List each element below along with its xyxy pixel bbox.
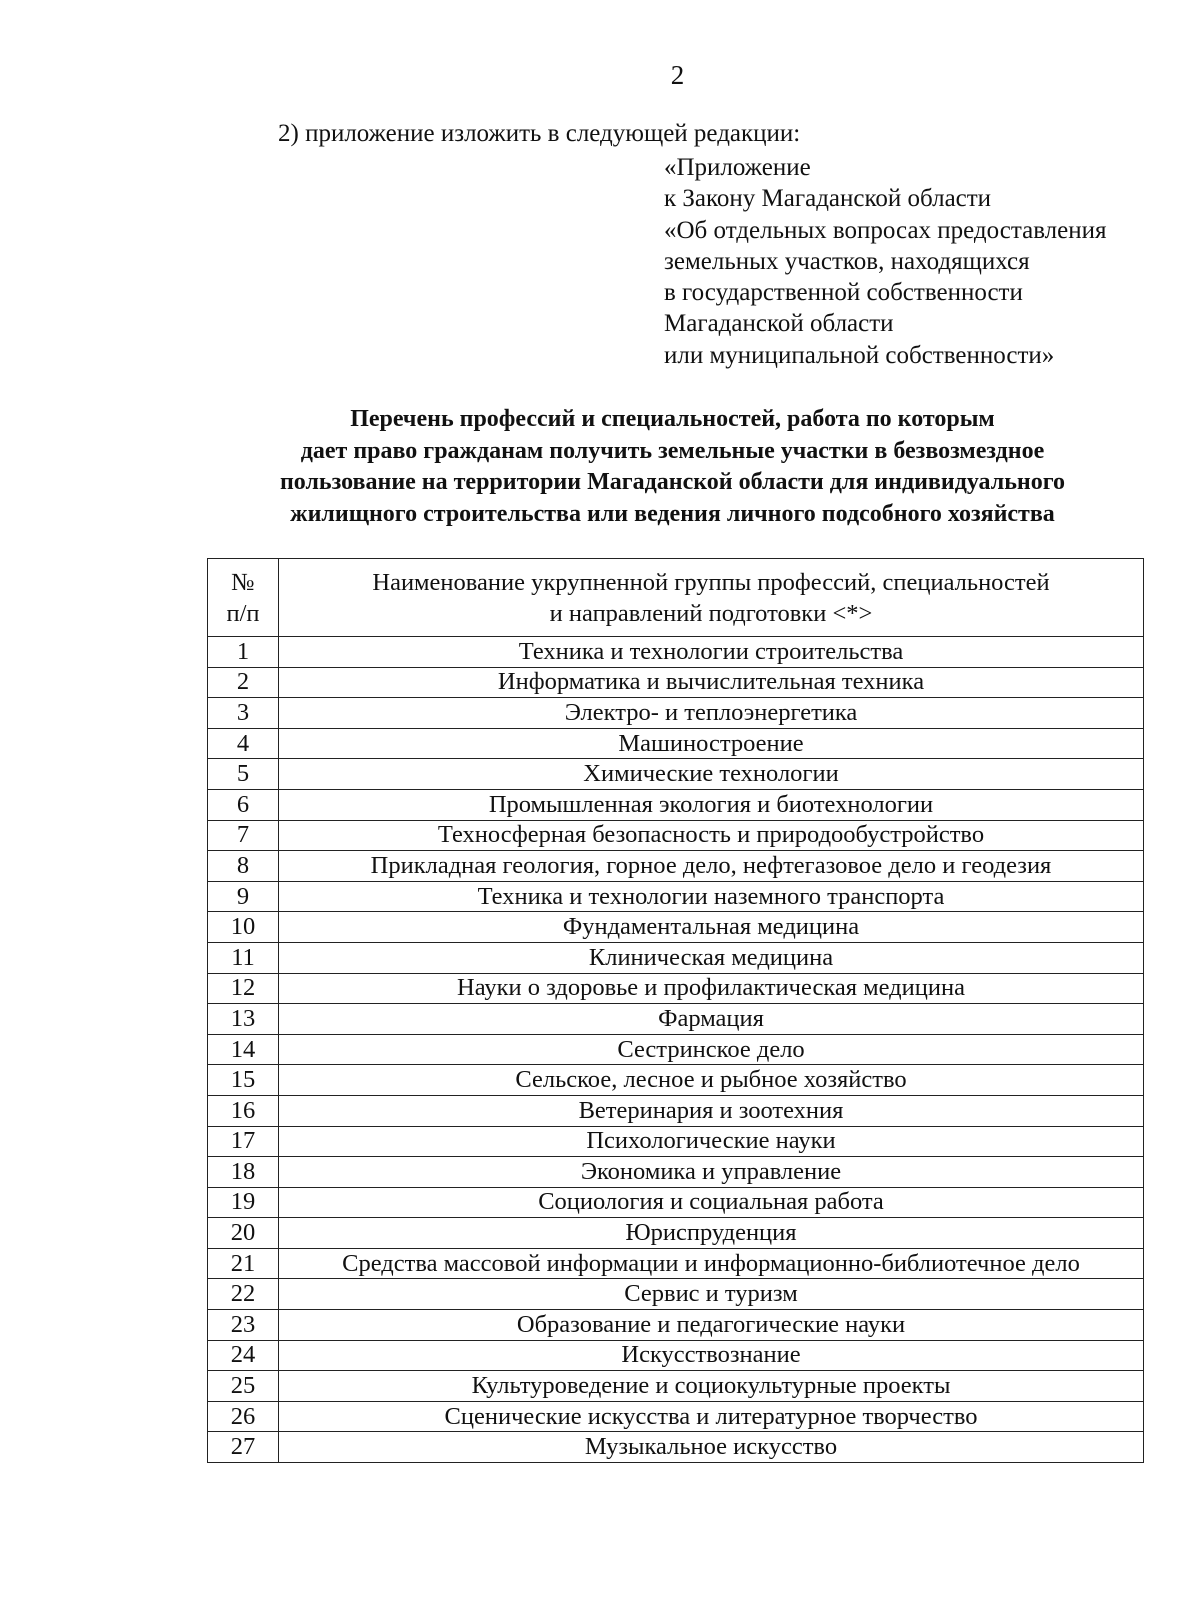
- row-name: Информатика и вычислительная техника: [279, 667, 1144, 698]
- row-name: Искусствознание: [279, 1340, 1144, 1371]
- row-number: 11: [208, 942, 279, 973]
- row-number: 4: [208, 728, 279, 759]
- appendix-line: или муниципальной собственности»: [664, 341, 1055, 369]
- row-number: 1: [208, 637, 279, 668]
- row-name: Юриспруденция: [279, 1218, 1144, 1249]
- row-number: 2: [208, 667, 279, 698]
- row-name: Экономика и управление: [279, 1157, 1144, 1188]
- row-number: 6: [208, 789, 279, 820]
- table-row: [208, 1187, 1144, 1218]
- row-number: 8: [208, 851, 279, 882]
- table-row: [208, 820, 1144, 851]
- row-number: 24: [208, 1340, 279, 1371]
- header-number: [208, 559, 279, 637]
- table-row: [208, 789, 1144, 820]
- row-name: Ветеринария и зоотехния: [279, 1095, 1144, 1126]
- row-number: 22: [208, 1279, 279, 1310]
- appendix-line: «Об отдельных вопросах предоставления: [664, 216, 1107, 244]
- table-row: [208, 973, 1144, 1004]
- appendix-line: земельных участков, находящихся: [664, 247, 1030, 275]
- row-number: 25: [208, 1371, 279, 1402]
- appendix-line: в государственной собственности: [664, 279, 1023, 307]
- row-number: 26: [208, 1401, 279, 1432]
- table-row: [208, 637, 1144, 668]
- table-body: [208, 637, 1144, 1463]
- table-row: [208, 1401, 1144, 1432]
- row-name: Техносферная безопасность и природообустройство: [279, 820, 1144, 851]
- row-name: Сестринское дело: [279, 1034, 1144, 1065]
- table-row: [208, 728, 1144, 759]
- row-name: Техника и технологии наземного транспорта: [279, 881, 1144, 912]
- row-number: 5: [208, 759, 279, 790]
- row-number: 12: [208, 973, 279, 1004]
- row-name: Сельское, лесное и рыбное хозяйство: [279, 1065, 1144, 1096]
- row-number: 23: [208, 1310, 279, 1341]
- row-name: Клиническая медицина: [279, 942, 1144, 973]
- row-number: 18: [208, 1157, 279, 1188]
- row-name: Образование и педагогические науки: [279, 1310, 1144, 1341]
- table-row: [208, 1157, 1144, 1188]
- table-row: [208, 1248, 1144, 1279]
- table-row: [208, 698, 1144, 729]
- table-row: [208, 1340, 1144, 1371]
- header-number-line: №: [231, 568, 255, 596]
- header-name: [279, 559, 1144, 637]
- row-name: Электро- и теплоэнергетика: [279, 698, 1144, 729]
- table-row: [208, 1095, 1144, 1126]
- row-name: Прикладная геология, горное дело, нефтегазовое дело и геодезия: [279, 851, 1144, 882]
- title-line: Перечень профессий и специальностей, работа по которым: [350, 406, 995, 432]
- row-number: 3: [208, 698, 279, 729]
- document-title: [200, 404, 1145, 530]
- table-row: [208, 1034, 1144, 1065]
- appendix-line: к Закону Магаданской области: [664, 185, 992, 213]
- table-header-row: [208, 559, 1144, 637]
- appendix-line: Магаданской области: [664, 310, 894, 338]
- appendix-line: «Приложение: [664, 154, 811, 181]
- table-row: [208, 1279, 1144, 1310]
- table-row: [208, 942, 1144, 973]
- row-name: Музыкальное искусство: [279, 1432, 1144, 1463]
- row-number: 19: [208, 1187, 279, 1218]
- row-number: 7: [208, 820, 279, 851]
- appendix-heading: [664, 152, 1107, 371]
- row-number: 15: [208, 1065, 279, 1096]
- header-number-line: п/п: [226, 599, 260, 627]
- header-name-line: Наименование укрупненной группы профессий, специальностей: [372, 568, 1050, 596]
- table-row: [208, 1004, 1144, 1035]
- row-name: Средства массовой информации и информационно-библиотечное дело: [279, 1248, 1144, 1279]
- table-row: [208, 881, 1144, 912]
- row-number: 16: [208, 1095, 279, 1126]
- row-name: Науки о здоровье и профилактическая медицина: [279, 973, 1144, 1004]
- table-row: [208, 1065, 1144, 1096]
- row-name: Психологические науки: [279, 1126, 1144, 1157]
- row-name: Машиностроение: [279, 728, 1144, 759]
- row-name: Сценические искусства и литературное творчество: [279, 1401, 1144, 1432]
- table-row: [208, 759, 1144, 790]
- row-number: 21: [208, 1248, 279, 1279]
- title-line: жилищного строительства или ведения личного подсобного хозяйства: [290, 500, 1055, 527]
- table-row: [208, 1310, 1144, 1341]
- row-number: 10: [208, 912, 279, 943]
- header-name-line: и направлений подготовки <*>: [549, 599, 873, 627]
- row-name: Сервис и туризм: [279, 1279, 1144, 1310]
- title-line: пользование на территории Магаданской области для индивидуального: [279, 469, 1066, 495]
- table-row: [208, 1432, 1144, 1463]
- table-row: [208, 1218, 1144, 1249]
- table-row: [208, 1126, 1144, 1157]
- row-name: Культуроведение и социокультурные проекты: [279, 1371, 1144, 1402]
- table-row: [208, 1371, 1144, 1402]
- row-number: 13: [208, 1004, 279, 1035]
- professions-table: [207, 558, 1144, 1463]
- row-number: 14: [208, 1034, 279, 1065]
- row-name: Химические технологии: [279, 759, 1144, 790]
- table-row: [208, 912, 1144, 943]
- row-name: Социология и социальная работа: [279, 1187, 1144, 1218]
- title-line: дает право гражданам получить земельные участки в безвозмездное: [300, 437, 1045, 464]
- row-number: 27: [208, 1432, 279, 1463]
- row-number: 17: [208, 1126, 279, 1157]
- row-name: Техника и технологии строительства: [279, 637, 1144, 668]
- row-number: 20: [208, 1218, 279, 1249]
- table-row: [208, 667, 1144, 698]
- row-name: Фундаментальная медицина: [279, 912, 1144, 943]
- row-name: Фармация: [279, 1004, 1144, 1035]
- row-name: Промышленная экология и биотехнологии: [279, 789, 1144, 820]
- table-row: [208, 851, 1144, 882]
- amendment-intro: 2) приложение изложить в следующей редакции:: [278, 120, 801, 147]
- row-number: 9: [208, 881, 279, 912]
- page-number: 2: [670, 60, 685, 90]
